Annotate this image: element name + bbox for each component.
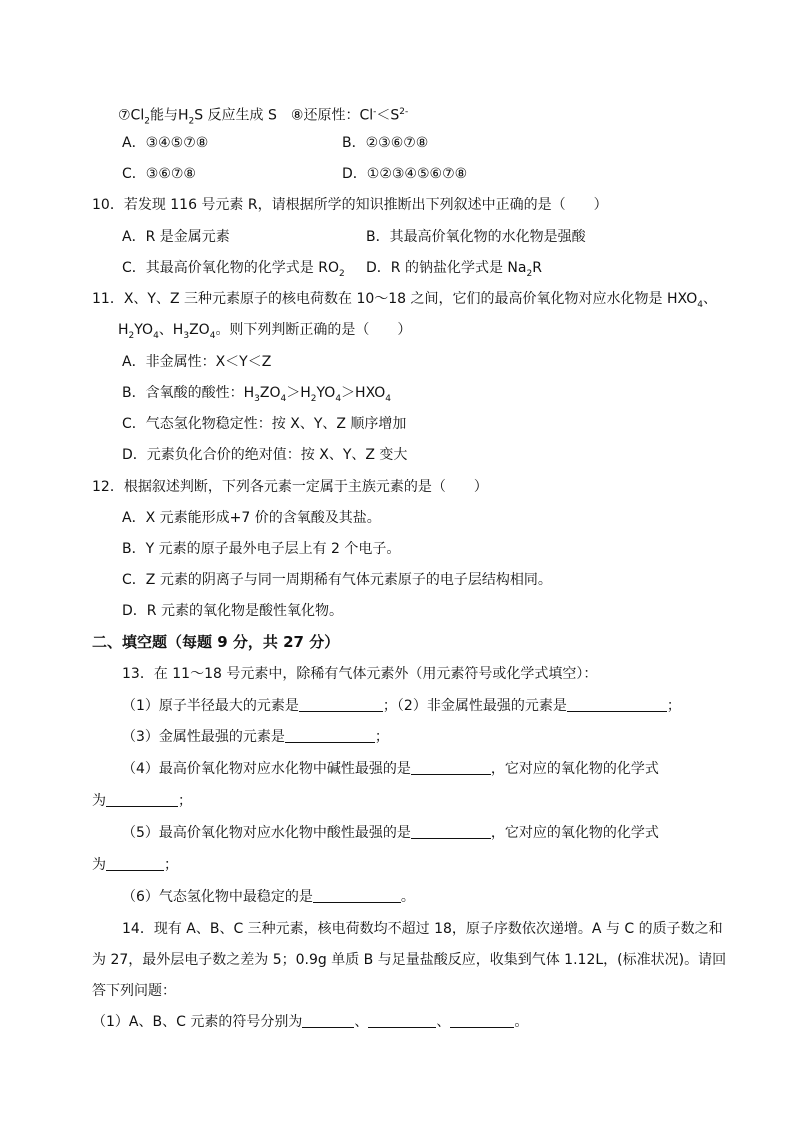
q13-part6-line: （6）气态氢化物中最稳定的是 。 (122, 889, 415, 905)
q10-option-b: B．其最高价氧化物的水化物是强酸 (366, 229, 586, 245)
answer-blank-8[interactable] (313, 888, 401, 903)
q13-part1-line: （1）原子半径最大的元素是 ；（2）非金属性最强的元素是 ； (122, 698, 681, 714)
answer-blank-4[interactable] (411, 760, 491, 775)
q10-option-c: C．其最高价氧化物的化学式是 $RO_2$ (122, 260, 345, 279)
answer-blank-1[interactable] (299, 697, 383, 712)
q10-option-d: D．R 的钠盐化学式是 $Na_2R$ (366, 260, 542, 279)
answer-blank-b[interactable] (368, 1013, 436, 1028)
q13-part4-line2: 为 ； (92, 793, 192, 809)
answer-blank-2[interactable] (567, 697, 667, 712)
q10-stem: 10．若发现 116 号元素 R，请根据所学的知识推断出下列叙述中正确的是（ ） (92, 197, 608, 213)
q12-option-b: B．Y 元素的原子最外电子层上有 2 个电子。 (122, 541, 401, 557)
q12-stem: 12．根据叙述判断，下列各元素一定属于主族元素的是（ ） (92, 479, 488, 495)
q13-part3-line: （3）金属性最强的元素是 ； (122, 729, 389, 745)
q13-part5-line: （5）最高价氧化物对应水化物中酸性最强的是 ，它对应的氧化物的化学式 (122, 825, 659, 841)
q12-option-c: C．Z 元素的阴离子与同一周期稀有气体元素原子的电子层结构相同。 (122, 572, 552, 588)
answer-blank-3[interactable] (285, 728, 375, 743)
q9-option-d: D．①②③④⑤⑥⑦⑧ (342, 166, 468, 182)
answer-blank-7[interactable] (106, 856, 164, 871)
q11-option-d: D．元素负化合价的绝对值：按 X、Y、Z 变大 (122, 447, 408, 463)
q14-stem-line1: 14．现有 A、B、C 三种元素，核电荷数均不超过 18，原子序数依次递增。A 与 C 的质子数之和 (122, 921, 723, 937)
q13-part4-line: （4）最高价氧化物对应水化物中碱性最强的是 ，它对应的氧化物的化学式 (122, 761, 659, 777)
answer-blank-5[interactable] (106, 792, 178, 807)
answer-blank-c[interactable] (450, 1013, 514, 1028)
q13-stem: 13．在 11～18 号元素中，除稀有气体元素外（用元素符号或化学式填空）： (122, 666, 598, 682)
q10-option-a: A．R 是金属元素 (122, 229, 230, 245)
q11-option-b: B．含氧酸的酸性：$H_3ZO_4>H_2YO_4>HXO_4$ (122, 385, 392, 404)
q13-part5-line2: 为 ； (92, 857, 178, 873)
q11-stem: 11．X、Y、Z 三种元素原子的核电荷数在 10～18 之间，它们的最高价氧化物对应水化物是 $HXO_4$、 (92, 291, 717, 310)
q11-option-a: A．非金属性：X＜Y＜Z (122, 354, 272, 370)
answer-blank-a[interactable] (302, 1013, 354, 1028)
q11-option-c: C．气态氢化物稳定性：按 X、Y、Z 顺序增加 (122, 416, 407, 432)
q9-option-c: C．③⑥⑦⑧ (122, 166, 196, 182)
q14-stem-line3: 答下列问题： (92, 983, 176, 999)
q11-stem-line2: $H_2YO_4$、$H_3ZO_4$。则下列判断正确的是（ ） (118, 322, 412, 341)
q14-stem-line2: 为 27，最外层电子数之差为 5；0.9g 单质 B 与足量盐酸反应，收集到气体 1.12L，(标准状况)。请回 (92, 952, 727, 968)
section-heading-fill-in: 二、填空题（每题 9 分，共 27 分） (92, 633, 340, 651)
q9-items-line: $⑦Cl_2$能与$H_2S$ 反应生成 S ⑧还原性：$Cl^-<S^{2-}$ (118, 107, 409, 127)
answer-blank-6[interactable] (411, 824, 491, 839)
q12-option-d: D．R 元素的氧化物是酸性氧化物。 (122, 603, 343, 619)
q12-option-a: A．X 元素能形成+7 价的含氧酸及其盐。 (122, 510, 381, 526)
q14-part1-line: （1）A、B、C 元素的符号分别为 、 、 。 (92, 1014, 529, 1030)
q9-option-a: A．③④⑤⑦⑧ (122, 135, 209, 151)
q9-option-b: B．②③⑥⑦⑧ (342, 135, 429, 151)
